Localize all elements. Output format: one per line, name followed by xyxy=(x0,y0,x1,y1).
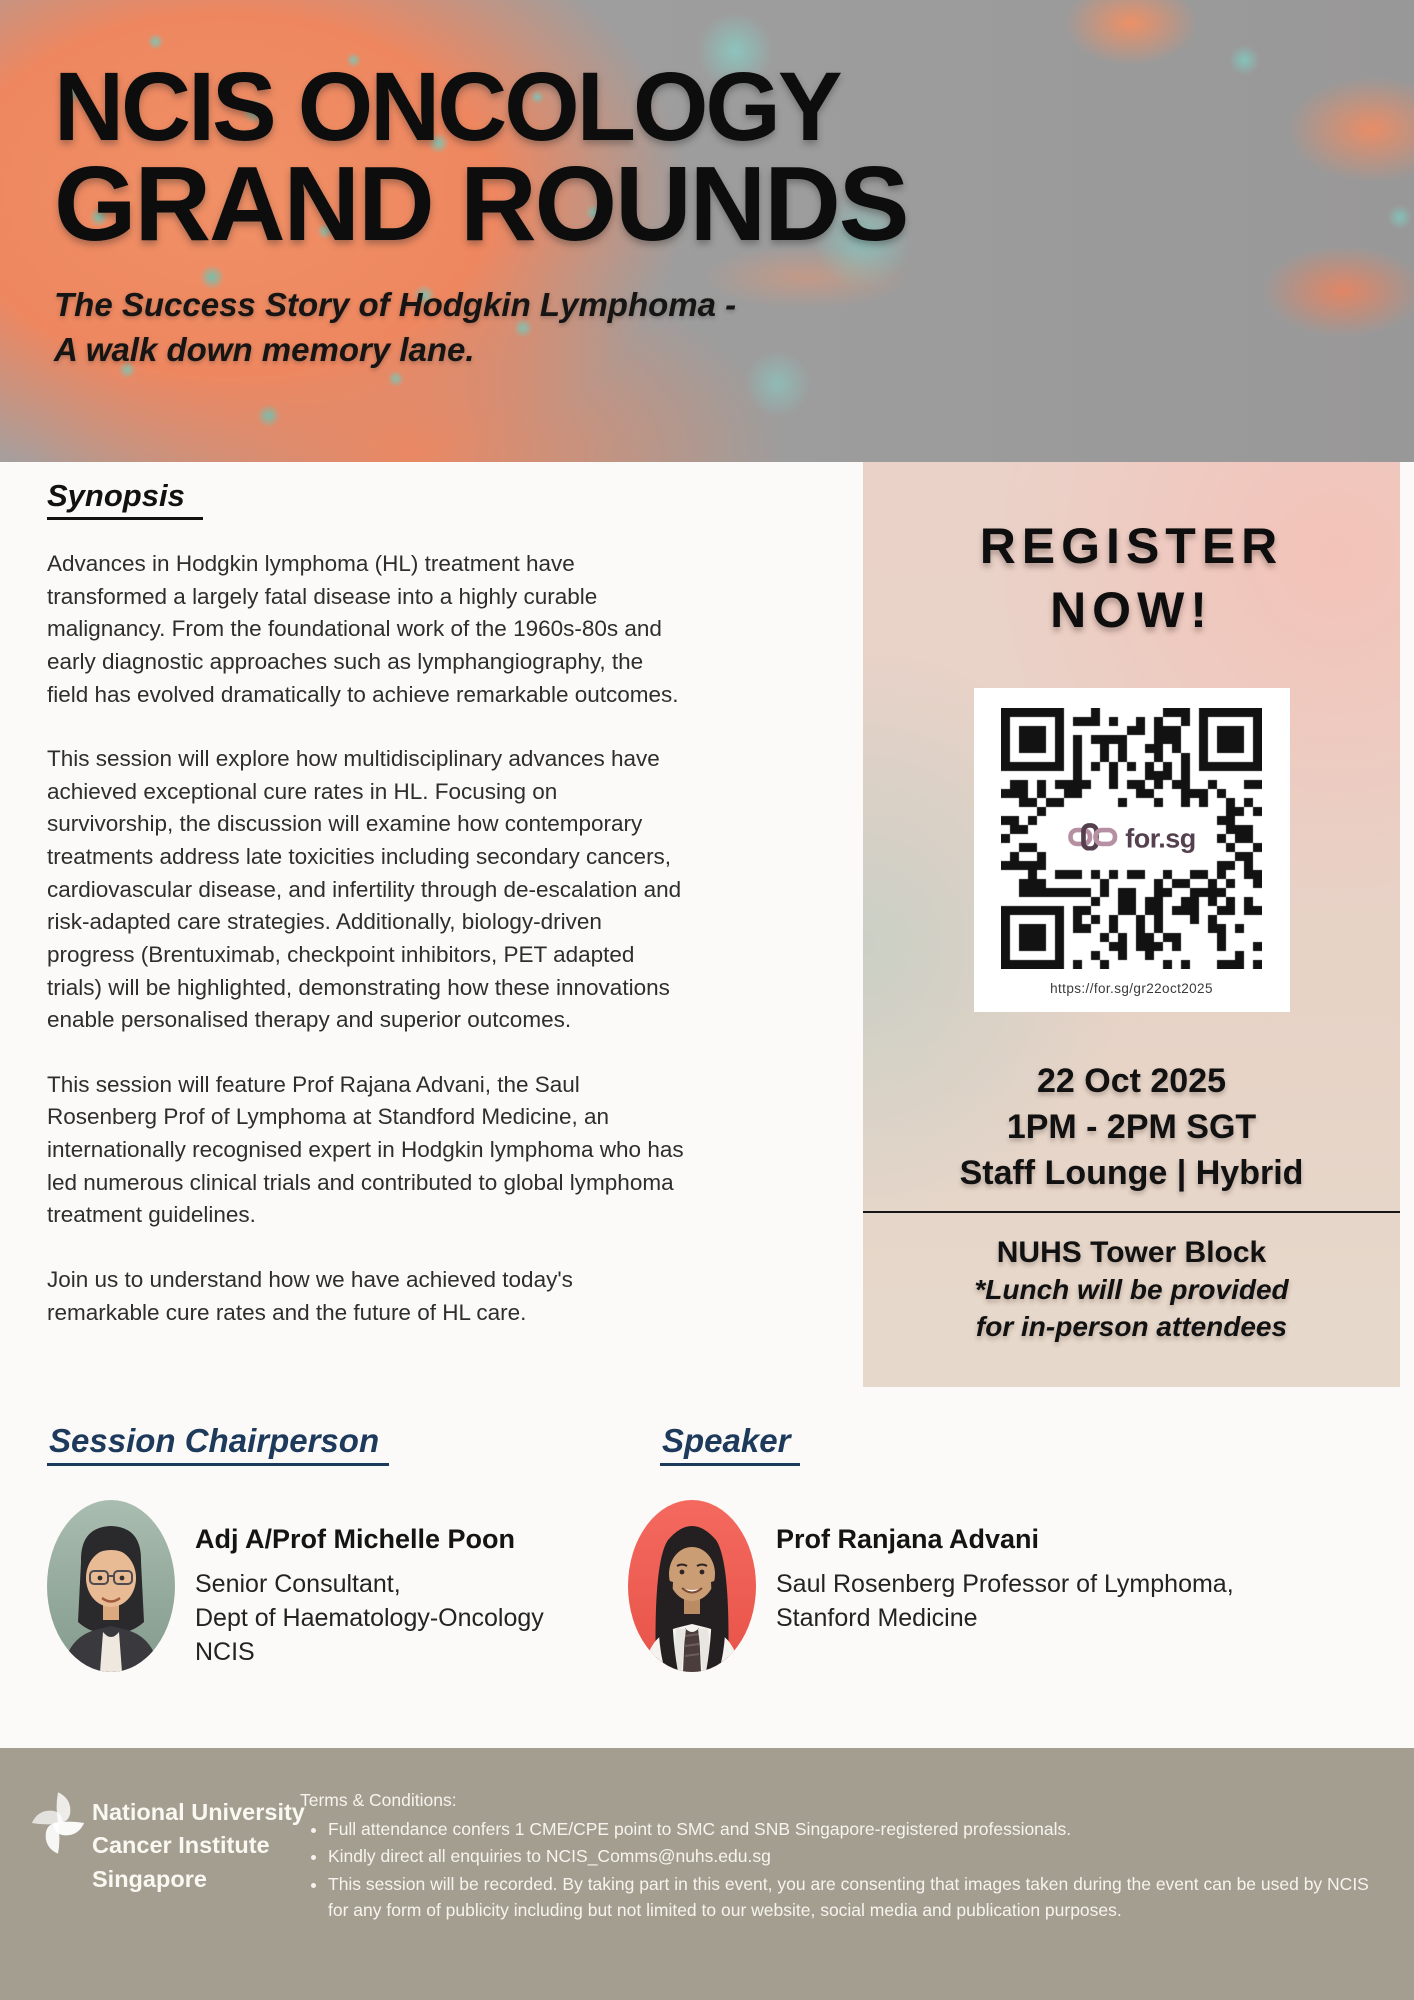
org-name-line: National University xyxy=(92,1799,305,1825)
synopsis-paragraph: Join us to understand how we have achieved today's remarkable cure rates and the future of HL care. xyxy=(47,1266,573,1325)
speaker-name: Prof Ranjana Advani xyxy=(776,1524,1040,1554)
chairperson-title-line: Senior Consultant, xyxy=(195,1570,401,1598)
event-datetime-block xyxy=(863,1058,1400,1197)
chairperson-name: Adj A/Prof Michelle Poon xyxy=(195,1524,516,1554)
org-name-line: Cancer Institute xyxy=(92,1832,270,1859)
event-location-block xyxy=(863,1233,1400,1346)
qr-logo-label: for.sg xyxy=(1125,823,1196,853)
register-heading-line1: REGISTER xyxy=(979,518,1284,574)
chairperson-photo xyxy=(47,1500,175,1672)
footer-bar xyxy=(0,1748,1414,2000)
synopsis-paragraph: Advances in Hodgkin lymphoma (HL) treatment have transformed a largely fatal disease into a highly curable malignancy. From the foundational work of the 1960s-80s and early diagnostic approaches such as lymphangiography, the field has evolved dramatically to achieve remarkable outcomes. xyxy=(47,551,679,707)
terms-item: • Full attendance confers 1 CME/CPE point to SMC and SNB Singapore-registered professionals. xyxy=(328,1817,1378,1843)
synopsis-heading: Synopsis xyxy=(47,478,203,520)
speaker-photo xyxy=(628,1500,756,1672)
panel-divider xyxy=(863,1211,1400,1213)
title-block xyxy=(54,52,908,372)
terms-item: • This session will be recorded. By taking part in this event, you are consenting that images taken during the event can be used by NCIS for any form of publicity including but not limited to our website, social media and publication purposes. xyxy=(328,1872,1378,1923)
chairperson-heading: Session Chairperson xyxy=(47,1422,389,1466)
event-venue: Staff Lounge | Hybrid xyxy=(959,1154,1304,1193)
synopsis-section xyxy=(47,478,687,1361)
lunch-note-line2: for in-person attendees xyxy=(975,1310,1288,1342)
chairperson-profile xyxy=(47,1500,612,1672)
event-subtitle-line2: A walk down memory lane. xyxy=(54,330,475,368)
speaker-column xyxy=(628,1422,1388,1672)
chairperson-column xyxy=(47,1422,612,1672)
lunch-note-line1: *Lunch will be provided xyxy=(974,1273,1289,1305)
header-banner xyxy=(0,0,1414,462)
synopsis-paragraph: This session will explore how multidisciplinary advances have achieved exceptional cure rates in HL. Focusing on survivorship, the discussion will examine how contemporary treatments address late toxicities including secondary cancers, cardiovascular disease, and infertility through de-escalation and risk-adapted care strategies. Additionally, biology-driven progress (Brentuximab, checkpoint inhibitors, PET adapted trials) will be highlighted, demonstrating how these innovations enable personalised therapy and superior outcomes. xyxy=(47,746,682,1033)
speaker-heading: Speaker xyxy=(660,1422,800,1466)
speaker-text xyxy=(776,1500,1234,1635)
chairperson-text xyxy=(195,1500,544,1669)
nuci-pinwheel-logo xyxy=(30,1790,86,1861)
event-subtitle xyxy=(54,283,907,372)
register-now-heading xyxy=(863,462,1400,642)
page-title-line2: GRAND ROUNDS xyxy=(54,145,908,263)
event-time: 1PM - 2PM SGT xyxy=(1006,1108,1257,1147)
chairperson-title-line: Dept of Haematology-Oncology xyxy=(195,1604,544,1632)
event-location: NUHS Tower Block xyxy=(996,1235,1267,1269)
terms-list xyxy=(300,1817,1378,1924)
qr-center-logo xyxy=(1057,818,1206,859)
speaker-profile xyxy=(628,1500,1388,1672)
speaker-title-line: Stanford Medicine xyxy=(776,1604,978,1632)
registration-url[interactable]: https://for.sg/gr22oct2025 xyxy=(1050,981,1213,996)
page-title-line1: NCIS ONCOLOGY xyxy=(54,52,840,161)
event-date: 22 Oct 2025 xyxy=(1036,1062,1227,1100)
event-subtitle-line1: The Success Story of Hodgkin Lymphoma - xyxy=(54,286,737,323)
speaker-title-line: Saul Rosenberg Professor of Lymphoma, xyxy=(776,1570,1234,1598)
terms-heading: Terms & Conditions: xyxy=(300,1790,457,1810)
register-panel xyxy=(863,462,1400,1387)
org-name-block xyxy=(92,1796,305,1896)
synopsis-paragraph: This session will feature Prof Rajana Advani, the Saul Rosenberg Prof of Lymphoma at Standford Medicine, an internationally recognised expert in Hodgkin lymphoma who has led numerous clinical trials and contributed to global lymphoma treatment guidelines. xyxy=(47,1071,684,1228)
qr-wrap xyxy=(1001,708,1262,969)
chain-link-icon xyxy=(1067,822,1117,855)
register-heading-line2: NOW! xyxy=(1050,582,1213,638)
org-name-line: Singapore xyxy=(92,1865,207,1892)
terms-block xyxy=(300,1788,1378,1926)
profiles-section xyxy=(0,1422,1414,1722)
terms-item: • Kindly direct all enquiries to NCIS_Comms@nuhs.edu.sg xyxy=(328,1844,1378,1870)
qr-tile xyxy=(974,688,1290,1012)
chairperson-title-line: NCIS xyxy=(195,1638,255,1666)
